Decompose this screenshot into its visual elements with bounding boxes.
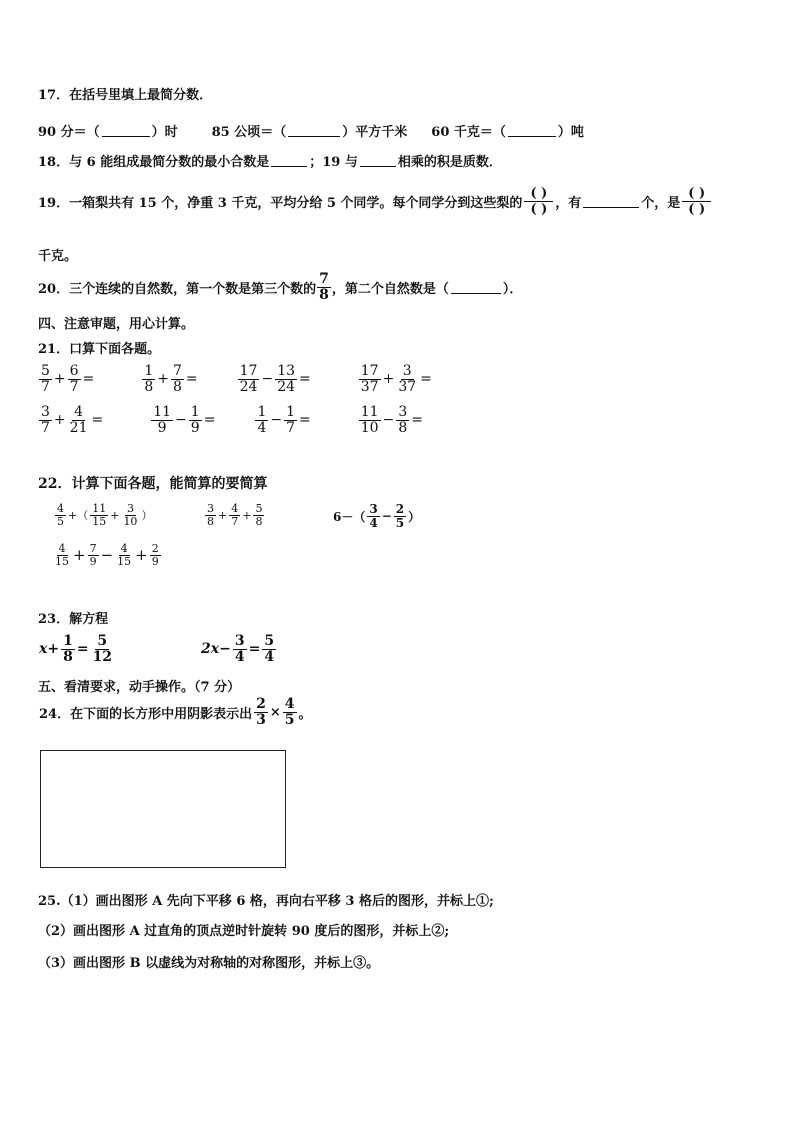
q22-e1-op2: + — [110, 508, 120, 522]
q25-line-3: （3）画出图形 B 以虚线为对称轴的对称图形，并标上③。 — [38, 956, 380, 971]
q21-row2-item-4-frac-b — [396, 405, 409, 435]
q21-row2-item-3-eq: = — [299, 412, 311, 429]
q22-e2-frac-a-num: 3 — [207, 502, 214, 515]
q22-expr-1 — [54, 503, 153, 527]
q22-e3-frac-b — [394, 503, 406, 529]
q21-row2-item-4-frac-a-num: 11 — [360, 404, 379, 420]
q22-e4-frac-0-den: 15 — [55, 554, 69, 568]
q23-e2-frac-b-den: 4 — [264, 648, 275, 665]
q22-e4-frac-0-num: 4 — [58, 542, 66, 555]
q22-e1-close: ） — [141, 509, 153, 523]
q21-row1-item-2-frac-b-den: 8 — [172, 378, 182, 395]
q21-row2-item-1-frac-b-num: 4 — [74, 404, 84, 420]
q22-e1-frac-b-num: 11 — [92, 502, 107, 515]
q22-e2-op2: + — [242, 508, 252, 522]
q22-e3-close: ） — [408, 509, 421, 524]
q21-row2-item-3-frac-a-den: 4 — [257, 419, 267, 436]
q22-title: 22．计算下面各题，能简算的要简算 — [38, 476, 268, 492]
q21-row1-item-3-frac-a-num: 17 — [239, 363, 258, 379]
q21-row2-item-4-eq: = — [411, 412, 423, 429]
q21-row2-item-2-frac-a — [151, 405, 173, 435]
q20-blank[interactable] — [451, 281, 501, 294]
q21-row1-item-2 — [141, 364, 198, 394]
q23-equation-2 — [200, 634, 277, 664]
q19 — [38, 186, 713, 217]
q20-post: ，第二个自然数是（ — [331, 281, 449, 297]
q24-frac-b-num: 4 — [284, 696, 295, 712]
q23-title: 23．解方程 — [38, 612, 109, 627]
q21-row2-item-2 — [150, 405, 216, 435]
q22-e1-frac-b-den: 15 — [92, 514, 107, 528]
q21-row1-item-2-frac-a — [142, 364, 155, 394]
q21-row1-item-1-eq: = — [82, 371, 95, 388]
q18-pre: 18．与 6 能组成最简分数的最小合数是 — [38, 155, 270, 170]
q19-mid2: 个，是 — [641, 196, 681, 211]
q19-tail: 千克。 — [38, 249, 78, 264]
q22-e3-op: − — [381, 509, 392, 524]
q22-e2-frac-b — [229, 503, 240, 527]
q23-e2-frac-b — [262, 634, 276, 664]
q18-post: 相乘的积是质数． — [397, 155, 502, 170]
q21-row2-item-4-frac-a — [359, 405, 381, 435]
q21-row1-item-2-frac-a-num: 1 — [144, 363, 154, 379]
q22-e4-frac-4 — [115, 543, 133, 567]
q19-paren-num: ( ) — [524, 186, 553, 202]
q21-row1-item-1-frac-b — [68, 364, 81, 394]
q21-title: 21．口算下面各题。 — [38, 342, 161, 357]
q22-e1-frac-a — [55, 503, 66, 527]
q21-row2-item-2-frac-b-num: 1 — [190, 404, 200, 420]
q22-e2-frac-a — [205, 503, 216, 527]
q21-row2-item-1-frac-a-den: 7 — [41, 419, 50, 436]
q21-row2-item-4-op: − — [382, 412, 395, 429]
q21-row1-item-3-frac-a-den: 24 — [239, 378, 258, 395]
q24-rectangle-canvas[interactable] — [40, 750, 286, 868]
q21-row2-item-2-frac-b-den: 9 — [190, 419, 200, 436]
q23-e1-frac-a-num: 1 — [63, 633, 73, 649]
q23-e2-eq: = — [248, 641, 261, 658]
q21-row1-item-1-frac-a — [39, 364, 52, 394]
q17-blanks — [38, 121, 584, 140]
q19-fraction-blank-1[interactable] — [524, 186, 553, 217]
q21-row2-item-4-frac-a-den: 10 — [360, 419, 379, 436]
q22-e4-op-3: − — [100, 546, 114, 565]
q21-row2-item-3-frac-b — [284, 405, 297, 435]
q21-row1-item-4-frac-b-num: 3 — [402, 363, 412, 379]
q21-row2-item-1 — [38, 405, 104, 435]
q21-row-1 — [38, 364, 433, 394]
q21-row2-item-3-frac-b-den: 7 — [286, 419, 296, 436]
q21-row2-item-2-eq: = — [203, 412, 216, 429]
q23-e1-eq: = — [76, 641, 89, 658]
q21-row1-item-3-frac-a — [238, 364, 260, 394]
q23-e2-lead: 2x− — [201, 641, 231, 658]
q21-row2-item-2-op: − — [175, 412, 187, 429]
q21-row1-item-2-frac-a-den: 8 — [144, 378, 154, 395]
q21-row1-item-1-frac-b-num: 6 — [69, 363, 79, 379]
q21-row1-item-3-eq: = — [299, 371, 311, 388]
q23-e1-frac-a-den: 8 — [63, 648, 73, 665]
q22-expr-4 — [52, 543, 162, 567]
q22-e4-frac-4-den: 15 — [117, 554, 132, 568]
q21-row1-item-4-frac-b — [396, 364, 418, 394]
q17-c-post: ）吨 — [557, 125, 584, 140]
q22-e1-op: +（ — [68, 509, 89, 523]
q22-e4-frac-2-den: 9 — [89, 554, 97, 568]
q22-e2-frac-a-den: 8 — [207, 514, 214, 528]
q19-paren-num-2: ( ) — [682, 186, 711, 202]
q17-a-pre: 90 分＝（ — [38, 125, 100, 140]
q25-line-2: （2）画出图形 A 过直角的顶点逆时针旋转 90 度后的图形，并标上②; — [38, 924, 450, 939]
q21-row1-item-4-frac-a-den: 37 — [360, 378, 379, 395]
q22-e4-frac-2-num: 7 — [89, 542, 97, 555]
q22-e1-frac-c-den: 10 — [123, 514, 138, 528]
q21-row2-item-4-frac-b-num: 3 — [398, 404, 408, 420]
q21-row2-item-1-frac-b — [68, 405, 90, 435]
q20-num: 7 — [319, 271, 329, 287]
q24-pre: 24．在下面的长方形中用阴影表示出 — [39, 706, 253, 722]
q19-paren-den-2: ( ) — [688, 202, 706, 217]
q21-row2-item-3-frac-b-num: 1 — [286, 404, 296, 420]
q17-c-blank[interactable] — [508, 124, 556, 137]
q22-e1-frac-c-num: 3 — [126, 502, 134, 515]
q19-fraction-blank-2[interactable] — [682, 186, 711, 217]
q21-row1-item-2-op: + — [157, 371, 169, 388]
q20-pre: 20．三个连续的自然数，第一个数是第三个数的 — [38, 281, 317, 297]
q21-row1-item-1 — [38, 364, 95, 394]
q21-row1-item-1-op: + — [53, 371, 66, 388]
q24 — [38, 697, 313, 727]
q22-e1-frac-b — [90, 503, 108, 527]
q22-e4-frac-6-num: 2 — [151, 542, 159, 555]
q20-end: ）． — [502, 281, 523, 297]
q24-frac-a-den: 3 — [256, 711, 266, 728]
q22-e2-frac-c-num: 5 — [255, 502, 263, 515]
section-4-heading: 四、注意审题，用心计算。 — [38, 317, 195, 332]
q21-row-2 — [38, 405, 424, 435]
q24-post: 。 — [298, 706, 312, 722]
q25-line-1: 25.（1）画出图形 A 先向下平移 6 格，再向右平移 3 格后的图形，并标上①; — [38, 894, 494, 909]
q20-fraction — [317, 272, 331, 302]
q18 — [38, 151, 502, 170]
q21-row1-item-3-op: − — [261, 371, 274, 388]
q22-e2-frac-b-num: 4 — [231, 502, 239, 515]
q21-row2-item-3-frac-a — [255, 405, 268, 435]
q21-row1-item-3-frac-b-den: 24 — [277, 378, 296, 395]
q23-e1-lead: x+ — [39, 641, 60, 658]
q19-mid: ，有 — [555, 196, 582, 211]
q24-frac-a-num: 2 — [256, 696, 266, 712]
q21-row2-item-1-eq: = — [91, 412, 104, 429]
q23-equation-1 — [38, 634, 115, 664]
q24-frac-b-den: 5 — [284, 711, 295, 728]
q21-row2-item-1-op: + — [53, 412, 66, 429]
q22-e3-frac-b-num: 2 — [395, 502, 405, 516]
q21-row2-item-1-frac-a-num: 3 — [41, 404, 50, 420]
q24-op: × — [269, 704, 281, 720]
q21-row2-item-1-frac-b-den: 21 — [69, 419, 88, 436]
q17-b-pre: 85 公顷＝（ — [211, 125, 287, 140]
q22-e3-lead: 6－（ — [333, 509, 366, 524]
q21-row2-item-2-frac-b — [189, 405, 202, 435]
q23-e1-frac-a — [61, 634, 75, 664]
q21-row1-item-4 — [358, 364, 433, 394]
q17-b-blank[interactable] — [288, 124, 340, 137]
q21-row1-item-3 — [237, 364, 312, 394]
q22-e2-frac-c-den: 8 — [255, 514, 263, 528]
q23-e1-frac-b-den: 12 — [92, 648, 113, 665]
q18-mid: ；19 与 — [309, 155, 358, 170]
q22-e2-op: + — [218, 508, 228, 522]
q22-e4-frac-6-den: 9 — [151, 554, 159, 568]
q23-e1-frac-b — [91, 634, 114, 664]
q22-e4-frac-2 — [88, 543, 99, 567]
q21-row1-item-2-frac-b — [171, 364, 184, 394]
q21-row1-item-4-op: + — [382, 371, 395, 388]
q21-row2-item-1-frac-a — [39, 405, 52, 435]
q17-a-blank[interactable] — [102, 124, 150, 137]
q22-expr-2 — [204, 503, 265, 527]
q22-e1-frac-c — [121, 503, 139, 527]
section-5-heading: 五、看清要求，动手操作。（7 分） — [38, 680, 241, 695]
q17-title: 17．在括号里填上最简分数． — [38, 88, 213, 103]
q22-e4-frac-6 — [150, 543, 161, 567]
q17-c-pre: 60 千克＝（ — [431, 125, 506, 140]
q21-row1-item-2-frac-b-num: 7 — [172, 363, 182, 379]
q21-row2-item-4-frac-b-den: 8 — [398, 419, 408, 436]
q22-e4-frac-0 — [53, 543, 71, 567]
q22-e2-frac-c — [253, 503, 264, 527]
q21-row2-item-3-op: − — [270, 412, 283, 429]
q19-paren-den: ( ) — [530, 202, 548, 217]
q21-row2-item-2-frac-a-den: 9 — [157, 419, 167, 436]
q19-pre: 19．一箱梨共有 15 个，净重 3 千克，平均分给 5 个同学。每个同学分到这些梨的 — [38, 196, 523, 211]
q22-e3-frac-a — [367, 503, 379, 529]
q24-frac-b — [283, 697, 297, 727]
q24-frac-a — [254, 697, 268, 727]
q23-e2-frac-a-num: 3 — [234, 633, 245, 649]
q21-row1-item-4-frac-a — [359, 364, 381, 394]
q22-e1-frac-a-num: 4 — [57, 502, 64, 515]
q23-e1-frac-b-num: 5 — [97, 633, 108, 649]
q22-e3-frac-b-den: 5 — [395, 515, 405, 530]
q21-row2-item-3-frac-a-num: 1 — [257, 404, 267, 420]
q22-e2-frac-b-den: 7 — [231, 514, 239, 528]
q18-blank-1[interactable] — [271, 154, 307, 167]
q21-row1-item-1-frac-a-den: 7 — [41, 378, 50, 395]
q21-row2-item-4 — [358, 405, 424, 435]
q22-e4-frac-4-num: 4 — [120, 542, 128, 555]
q17-b-post: ）平方千米 — [342, 125, 408, 140]
q23-e2-frac-a — [233, 634, 247, 664]
q22-e3-frac-a-den: 4 — [369, 515, 378, 530]
q19-blank[interactable] — [583, 195, 639, 208]
q22-e3-frac-a-num: 3 — [369, 502, 378, 516]
q20-den: 8 — [319, 286, 329, 303]
q21-row1-item-3-frac-b — [275, 364, 297, 394]
q21-row1-item-2-eq: = — [185, 371, 198, 388]
q22-e4-op-5: + — [135, 546, 148, 565]
q21-row1-item-3-frac-b-num: 13 — [277, 363, 296, 379]
q23-e2-frac-b-num: 5 — [264, 633, 275, 649]
q17-a-post: ）时 — [151, 125, 178, 140]
q23-e2-frac-a-den: 4 — [234, 648, 245, 665]
q21-row1-item-4-eq: = — [420, 371, 432, 388]
q22-e1-frac-a-den: 5 — [57, 514, 64, 528]
q21-row1-item-4-frac-b-den: 37 — [398, 378, 417, 395]
q21-row1-item-4-frac-a-num: 17 — [360, 363, 379, 379]
q22-e4-op-1: + — [73, 546, 86, 565]
q21-row2-item-3 — [254, 405, 311, 435]
q21-row2-item-2-frac-a-num: 11 — [153, 404, 172, 420]
q20 — [38, 272, 522, 302]
q18-blank-2[interactable] — [360, 154, 396, 167]
q21-row1-item-1-frac-b-den: 7 — [69, 378, 79, 395]
q22-expr-3 — [332, 503, 421, 529]
q21-row1-item-1-frac-a-num: 5 — [41, 363, 50, 379]
